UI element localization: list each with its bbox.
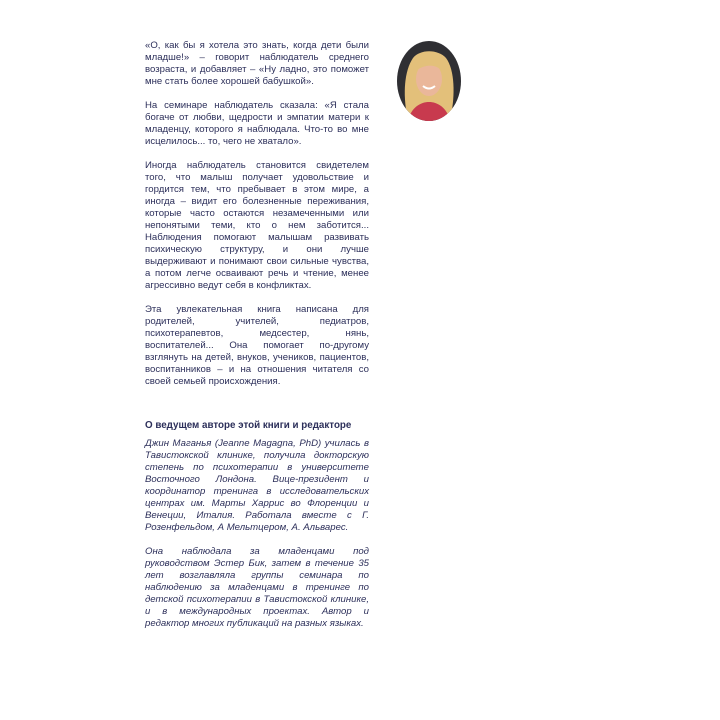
quote-paragraph: «О, как бы я хотела это знать, когда дети были младше!» – говорит наблюдатель среднего возраста, и добавляет – «Ну ладно, это поможет мне стать более хорошей бабушкой». [145,40,369,87]
author-portrait-image [397,41,461,121]
witness-paragraph: Иногда наблюдатель становится свидетелем того, что малыш получает удовольствие и гордится тем, что пребывает в этом мире, а иногда – видит его болезненные переживания, которые часто остаются незамеченными или непонятыми теми, кто о нем заботится... Наблюдения помогают малышам развивать психическую структуру, и они лучше выдерживают и понимают свои сильные чувства, а потом легче осваивают речь и чтение, менее агрессивно ведут себя в конфликтах. [145,160,369,291]
author-bio-paragraph-1: Джин Маганья (Jeanne Magagna, PhD) училась в Тавистокской клинике, получила докторскую степень по психотерапии в университете Восточного Лондона. Вице-президент и координатор тренинга в исследовательских центрах им. Марты Харрис во Флоренции и Венеции, Италия. Работала вместе с Г. Розенфельдом, А Мельтцером, А. Альварес. [145,438,369,533]
audience-paragraph: Эта увлекательная книга написана для родителей, учителей, педиатров, психотерапевтов, медсестер, нянь, воспитателей... Она помогает по-другому взглянуть на детей, внуков, учеников, пациентов, воспитанников – и на отношения читателя со своей семьей происхождения. [145,304,369,387]
seminar-paragraph: На семинаре наблюдатель сказала: «Я стала богаче от любви, щедрости и эмпатии матери к младенцу, которого я наблюдала. Что-то во мне исцелилось... то, чего не хватало». [145,100,369,147]
author-heading: О ведущем авторе этой книги и редакторе [145,420,352,431]
author-portrait [397,41,461,121]
author-bio-paragraph-2: Она наблюдала за младенцами под руководством Эстер Бик, затем в течение 35 лет возглавляла группы семинара по наблюдению за младенцами в тренинге по детской психотерапии в Тавистокской клинике, и в международных проектах. Автор и редактор многих публикаций на разных языках. [145,546,369,629]
text-column [145,40,369,642]
